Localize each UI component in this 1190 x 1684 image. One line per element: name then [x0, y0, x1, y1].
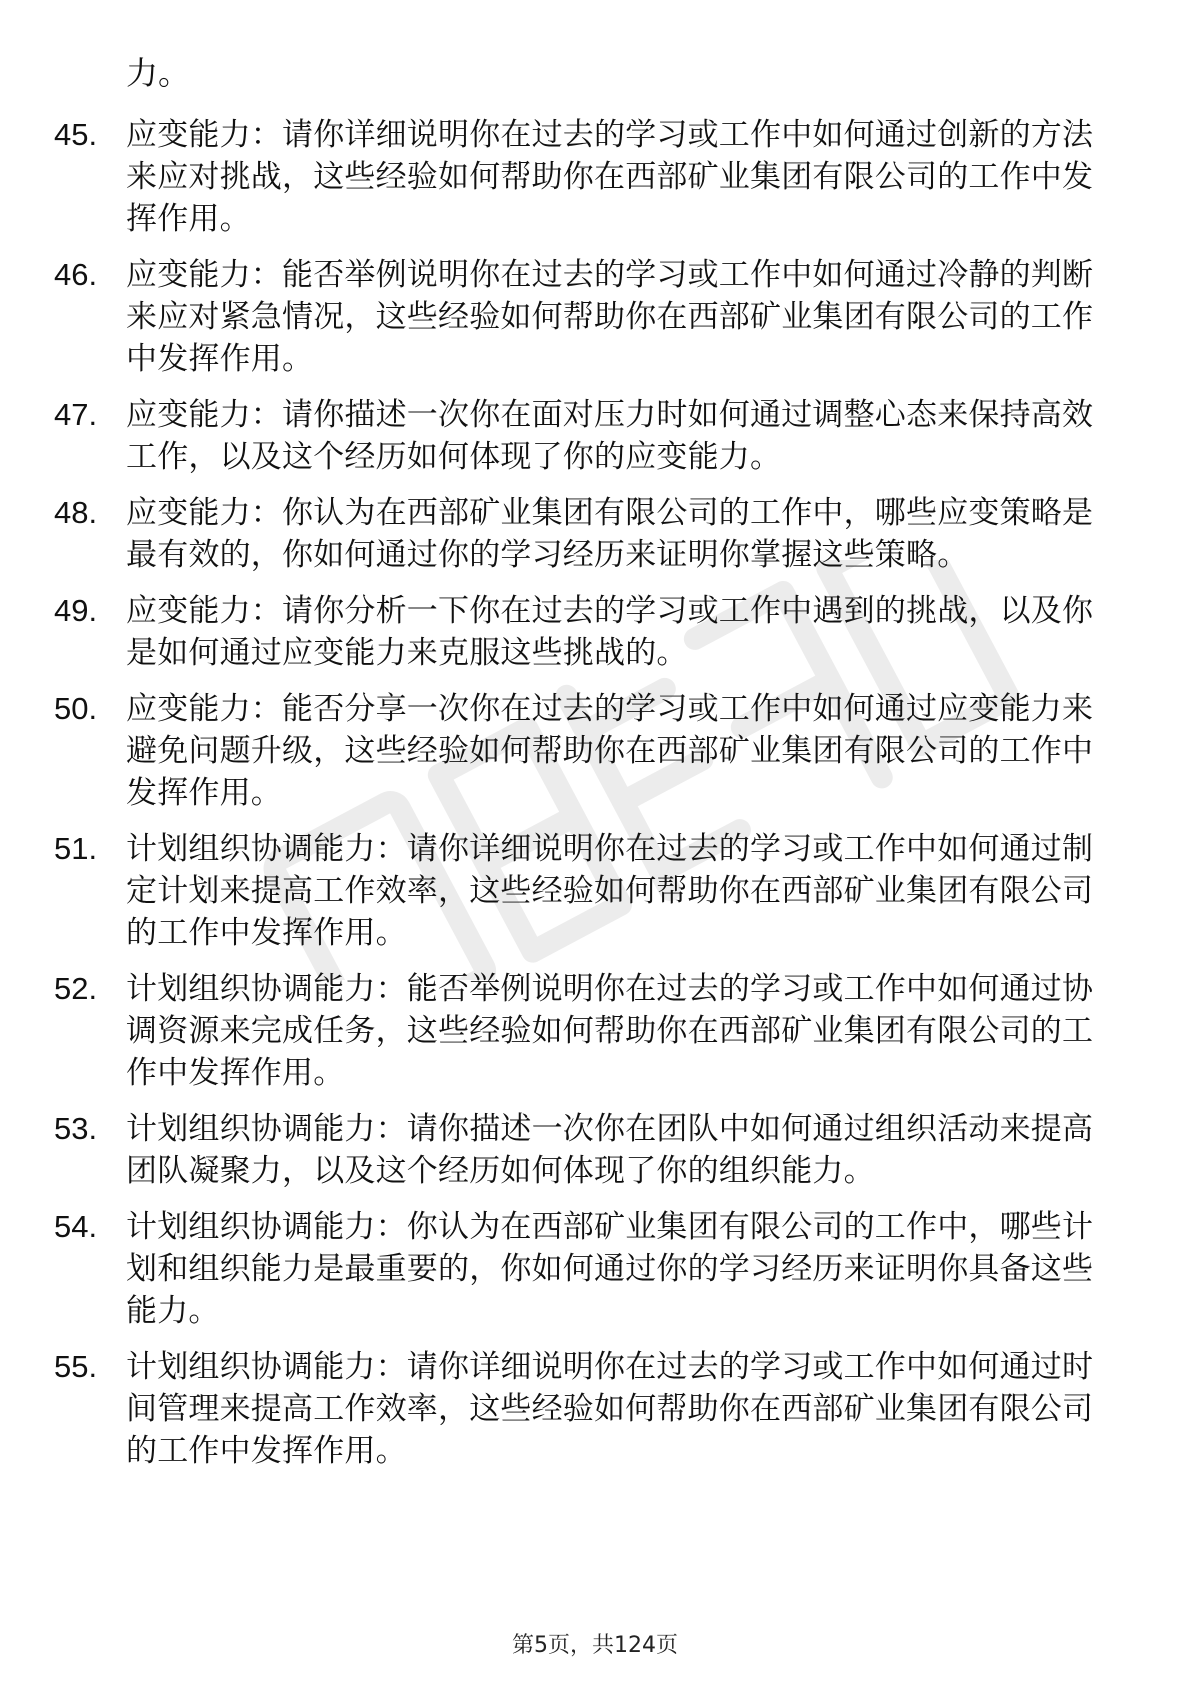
page-number-footer: 第5页，共124页: [512, 1633, 678, 1658]
question-text: 应变能力：能否举例说明你在过去的学习或工作中如何通过冷静的判断来应对紧急情况，这些经验如何帮助你在西部矿业集团有限公司的工作中发挥作用。: [126, 257, 1094, 377]
question-item: [54, 254, 1114, 380]
question-text: 应变能力：请你分析一下你在过去的学习或工作中遇到的挑战，以及你是如何通过应变能力来克服这些挑战的。: [126, 593, 1094, 671]
question-number: 49.: [54, 593, 98, 628]
question-text: 应变能力：你认为在西部矿业集团有限公司的工作中，哪些应变策略是最有效的，你如何通过你的学习经历来证明你掌握这些策略。: [126, 495, 1094, 573]
question-number: 51.: [54, 831, 98, 866]
question-number: 48.: [54, 495, 98, 530]
question-number: 54.: [54, 1209, 98, 1244]
question-text: 应变能力：请你详细说明你在过去的学习或工作中如何通过创新的方法来应对挑战，这些经验如何帮助你在西部矿业集团有限公司的工作中发挥作用。: [126, 117, 1094, 237]
question-item: [54, 968, 1114, 1094]
question-text: 计划组织协调能力：请你详细说明你在过去的学习或工作中如何通过时间管理来提高工作效率，这些经验如何帮助你在西部矿业集团有限公司的工作中发挥作用。: [126, 1349, 1094, 1469]
question-item: [54, 1346, 1114, 1472]
question-text: 应变能力：能否分享一次你在过去的学习或工作中如何通过应变能力来避免问题升级，这些经验如何帮助你在西部矿业集团有限公司的工作中发挥作用。: [126, 691, 1094, 811]
question-number: 50.: [54, 691, 98, 726]
continued-text-fragment: 力。: [126, 54, 191, 92]
question-number: 46.: [54, 257, 98, 292]
question-text: 计划组织协调能力：请你详细说明你在过去的学习或工作中如何通过制定计划来提高工作效率，这些经验如何帮助你在西部矿业集团有限公司的工作中发挥作用。: [126, 831, 1094, 951]
question-item: [54, 1108, 1114, 1192]
question-text: 计划组织协调能力：能否举例说明你在过去的学习或工作中如何通过协调资源来完成任务，这些经验如何帮助你在西部矿业集团有限公司的工作中发挥作用。: [126, 971, 1094, 1091]
question-text: 计划组织协调能力：请你描述一次你在团队中如何通过组织活动来提高团队凝聚力，以及这个经历如何体现了你的组织能力。: [126, 1111, 1094, 1189]
question-text: 应变能力：请你描述一次你在面对压力时如何通过调整心态来保持高效工作，以及这个经历如何体现了你的应变能力。: [126, 397, 1094, 475]
question-item: [54, 492, 1114, 576]
question-number: 53.: [54, 1111, 98, 1146]
question-list: [54, 114, 1114, 1486]
question-item: [54, 590, 1114, 674]
question-number: 55.: [54, 1349, 98, 1384]
question-item: [54, 394, 1114, 478]
question-number: 52.: [54, 971, 98, 1006]
question-number: 45.: [54, 117, 98, 152]
question-item: [54, 1206, 1114, 1332]
question-item: [54, 828, 1114, 954]
question-text: 计划组织协调能力：你认为在西部矿业集团有限公司的工作中，哪些计划和组织能力是最重要的，你如何通过你的学习经历来证明你具备这些能力。: [126, 1209, 1094, 1329]
question-number: 47.: [54, 397, 98, 432]
question-item: [54, 688, 1114, 814]
question-item: [54, 114, 1114, 240]
